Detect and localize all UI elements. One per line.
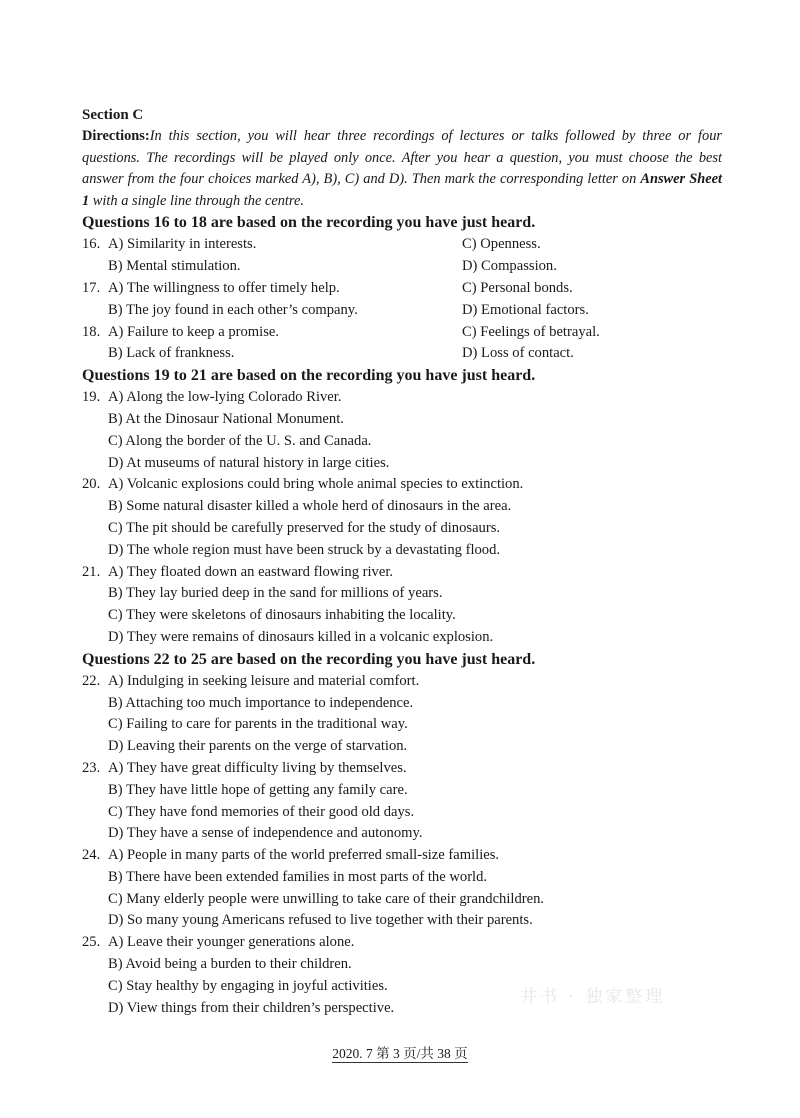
option-d: D) They were remains of dinosaurs killed in a volcanic explosion. — [108, 628, 494, 645]
question-19-option-b — [82, 409, 722, 431]
question-22-option-d — [82, 736, 722, 758]
question-20-option-b — [82, 496, 722, 518]
question-21-option-d — [82, 627, 722, 649]
option-b: B) The joy found in each other’s company. — [108, 301, 358, 318]
page-footer — [0, 1045, 800, 1063]
option-b: B) Some natural disaster killed a whole herd of dinosaurs in the area. — [108, 498, 512, 515]
question-group-header: Questions 22 to 25 are based on the recording you have just heard. — [82, 650, 536, 668]
question-group-header: Questions 19 to 21 are based on the recording you have just heard. — [82, 367, 536, 385]
option-d: D) Loss of contact. — [462, 345, 574, 362]
option-a: A) Along the low-lying Colorado River. — [108, 389, 342, 406]
option-d: D) They have a sense of independence and autonomy. — [108, 825, 423, 842]
question-group-header: Questions 16 to 18 are based on the recording you have just heard. — [82, 214, 536, 232]
option-a: A) They have great difficulty living by themselves. — [108, 759, 407, 776]
question-18-row-1 — [82, 322, 722, 344]
option-b: B) Lack of frankness. — [108, 345, 235, 362]
option-d: D) Emotional factors. — [462, 301, 589, 318]
option-a: A) Volcanic explosions could bring whole animal species to extinction. — [108, 476, 524, 493]
question-25-option-a — [82, 932, 722, 954]
question-21-option-b — [82, 583, 722, 605]
question-20-option-d — [82, 540, 722, 562]
option-a: A) They floated down an eastward flowing river. — [108, 563, 394, 580]
question-number: 24. — [82, 847, 101, 864]
option-d: D) The whole region must have been struck by a devastating flood. — [108, 541, 501, 558]
question-24-option-a — [82, 845, 722, 867]
option-d: D) Leaving their parents on the verge of starvation. — [108, 738, 408, 755]
question-16-row-2 — [82, 256, 722, 278]
option-d: D) View things from their children’s perspective. — [108, 999, 395, 1016]
watermark: 井书 · 独家整理 — [520, 987, 666, 1007]
directions-label: Directions: — [82, 128, 150, 144]
option-b: B) They lay buried deep in the sand for millions of years. — [108, 585, 443, 602]
exam-page — [82, 104, 722, 1019]
question-24-option-d — [82, 910, 722, 932]
option-c: C) Failing to care for parents in the traditional way. — [108, 716, 408, 733]
directions-text-end: with a single line through the centre. — [89, 192, 304, 209]
option-a: A) Indulging in seeking leisure and material comfort. — [108, 672, 420, 689]
question-23-option-c — [82, 802, 722, 824]
option-b: B) Avoid being a burden to their children. — [108, 956, 352, 973]
option-a: A) Leave their younger generations alone. — [108, 934, 355, 951]
option-c: C) Stay healthy by engaging in joyful activities. — [108, 977, 388, 994]
question-number: 23. — [82, 759, 101, 776]
question-number: 20. — [82, 476, 101, 493]
question-19-option-a — [82, 387, 722, 409]
question-number: 18. — [82, 323, 101, 340]
option-b: B) There have been extended families in most parts of the world. — [108, 868, 488, 885]
option-c: C) They have fond memories of their good old days. — [108, 803, 415, 820]
question-number: 19. — [82, 389, 101, 406]
question-23-option-b — [82, 780, 722, 802]
question-24-option-b — [82, 867, 722, 889]
question-22-option-a — [82, 671, 722, 693]
option-c: C) Feelings of betrayal. — [462, 323, 600, 340]
question-22-option-c — [82, 714, 722, 736]
question-19-option-d — [82, 453, 722, 475]
option-a: A) Failure to keep a promise. — [108, 323, 280, 340]
option-c: C) Openness. — [462, 236, 541, 253]
directions-text: In this section, you will hear three recordings of lectures or talks followed by three or four questions. The recordings will be played only once. After you hear a question, you must choose the best answer from the four choices marked A), B), C) and D). Then mark the corresponding letter on — [82, 128, 722, 188]
question-number: 17. — [82, 279, 101, 296]
section-title: Section C — [82, 107, 144, 123]
question-number: 22. — [82, 672, 101, 689]
option-c: C) Personal bonds. — [462, 279, 573, 296]
option-a: A) Similarity in interests. — [108, 236, 257, 253]
option-a: A) The willingness to offer timely help. — [108, 279, 340, 296]
question-22-option-b — [82, 693, 722, 715]
page-number: 2020. 7 第 3 页/共 38 页 — [332, 1046, 468, 1061]
question-20-option-c — [82, 518, 722, 540]
option-c: C) Many elderly people were unwilling to take care of their grandchildren. — [108, 890, 545, 907]
question-number: 25. — [82, 934, 101, 951]
question-23-option-a — [82, 758, 722, 780]
option-b: B) Attaching too much importance to independence. — [108, 694, 414, 711]
question-17-row-1 — [82, 278, 722, 300]
question-number: 21. — [82, 563, 101, 580]
option-a: A) People in many parts of the world preferred small-size families. — [108, 847, 500, 864]
option-d: D) Compassion. — [462, 258, 557, 275]
directions — [82, 126, 722, 212]
question-16-row-1 — [82, 234, 722, 256]
question-21-option-c — [82, 605, 722, 627]
question-24-option-c — [82, 889, 722, 911]
question-20-option-a — [82, 474, 722, 496]
question-number: 16. — [82, 236, 101, 253]
option-d: D) At museums of natural history in large cities. — [108, 454, 390, 471]
question-23-option-d — [82, 823, 722, 845]
option-b: B) Mental stimulation. — [108, 258, 241, 275]
option-b: B) At the Dinosaur National Monument. — [108, 410, 344, 427]
option-c: C) They were skeletons of dinosaurs inhabiting the locality. — [108, 607, 456, 624]
question-17-row-2 — [82, 300, 722, 322]
option-c: C) Along the border of the U. S. and Canada. — [108, 432, 372, 449]
option-c: C) The pit should be carefully preserved for the study of dinosaurs. — [108, 519, 501, 536]
question-21-option-a — [82, 562, 722, 584]
option-d: D) So many young Americans refused to live together with their parents. — [108, 912, 533, 929]
question-25-option-b — [82, 954, 722, 976]
question-19-option-c — [82, 431, 722, 453]
option-b: B) They have little hope of getting any family care. — [108, 781, 408, 798]
question-18-row-2 — [82, 343, 722, 365]
answer-sheet-label: Answer Sheet 1 — [82, 171, 723, 209]
